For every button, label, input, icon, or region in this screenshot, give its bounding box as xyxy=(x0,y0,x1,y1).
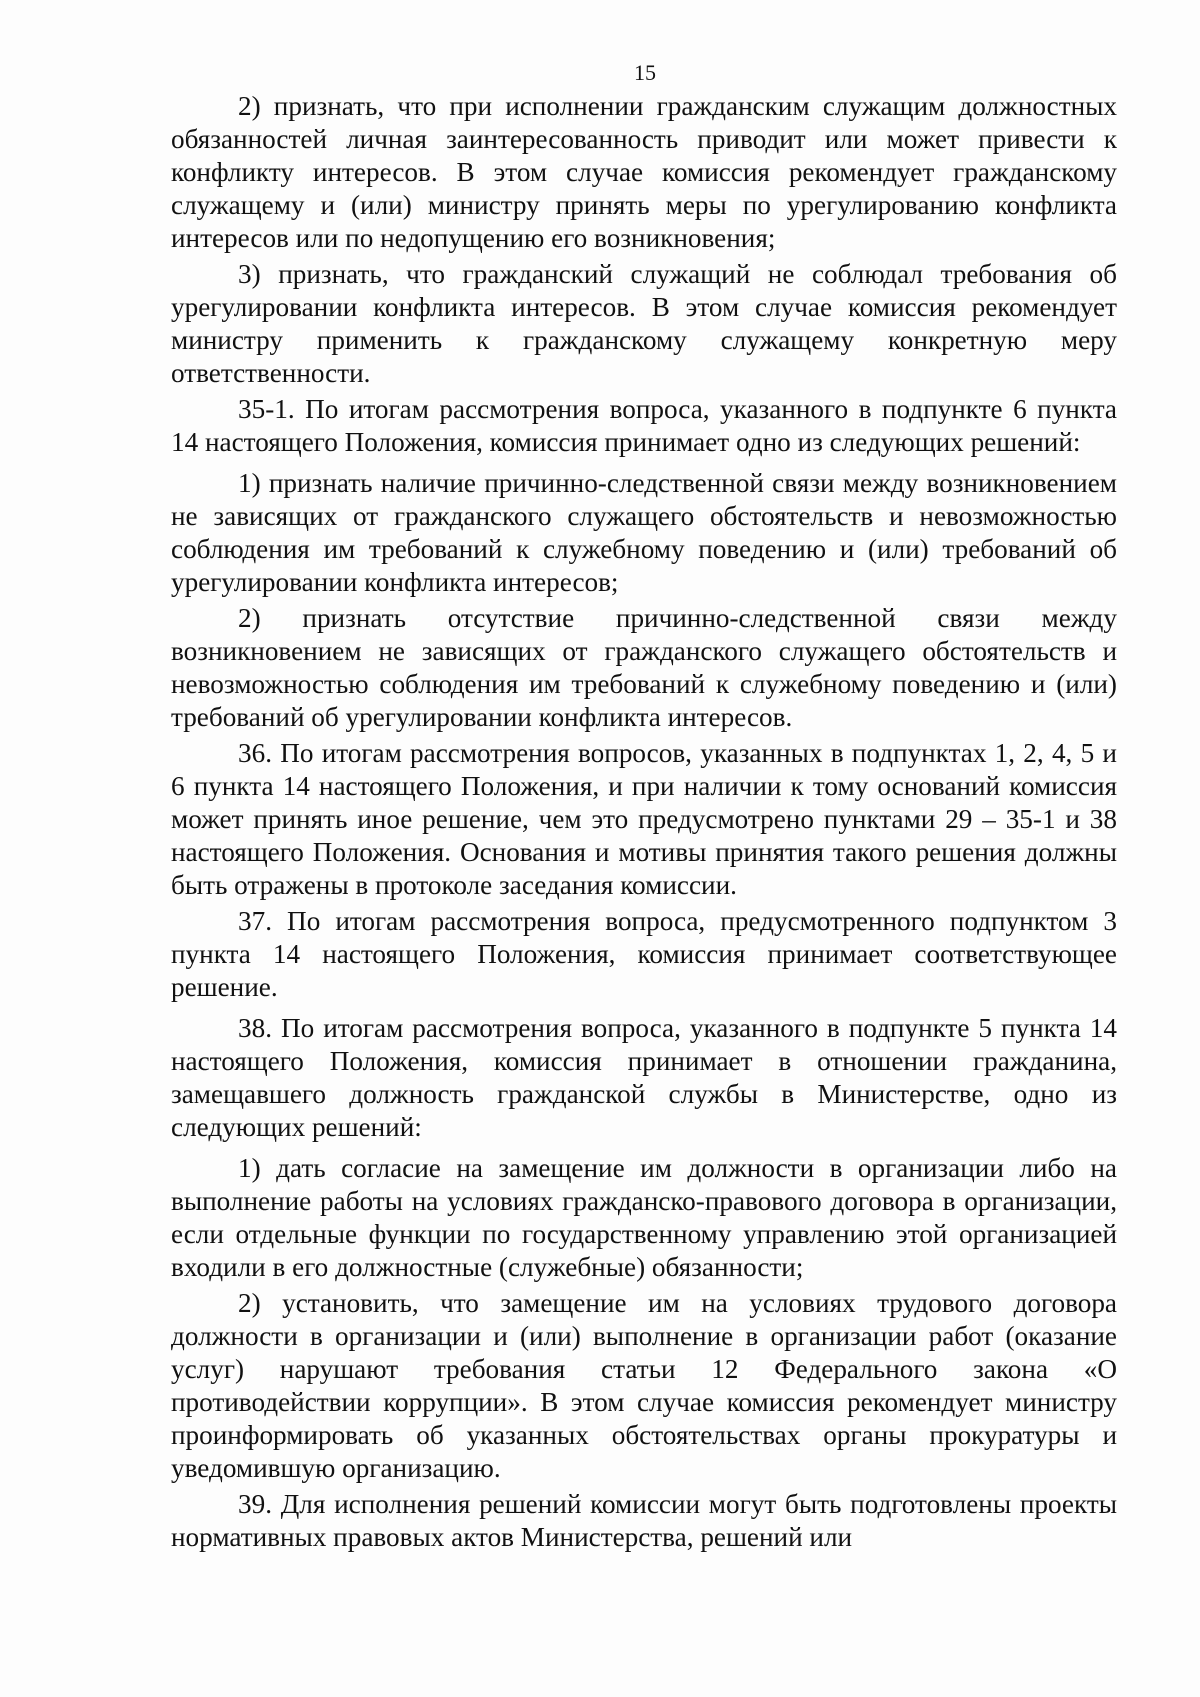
paragraph-36: 36. По итогам рассмотрения вопросов, указанных в подпунктах 1, 2, 4, 5 и 6 пункта 14 настоящего Положения, и при наличии к тому оснований комиссия может принять иное решение, чем это предусмотрено пунктами 29 – 35-1 и 38 настоящего Положения. Основания и мотивы принятия такого решения должны быть отражены в протоколе заседания комиссии. xyxy=(171,738,1117,900)
page-number: 15 xyxy=(634,60,656,85)
paragraph-38-item-1: 1) дать согласие на замещение им должности в организации либо на выполнение работы на условиях гражданско-правового договора в организации, если отдельные функции по государственному управлению этой организацией входили в его должностные (служебные) обязанности; xyxy=(171,1153,1117,1282)
paragraph-2-conflict-interest: 2) признать, что при исполнении гражданским служащим должностных обязанностей личная заинтересованность приводит или может привести к конфликту интересов. В этом случае комиссия рекомендует гражданскому служащему и (или) министру принять меры по урегулированию конфликта интересов или по недопущению его возникновения; xyxy=(171,91,1117,253)
paragraph-35-1-item-1: 1) признать наличие причинно-следственной связи между возникновением не зависящих от гражданского служащего обстоятельств и невозможностью соблюдения им требований к служебному поведению и (или) требований об урегулировании конфликта интересов; xyxy=(171,468,1117,597)
paragraph-38: 38. По итогам рассмотрения вопроса, указанного в подпункте 5 пункта 14 настоящего Положения, комиссия принимает в отношении гражданина, замещавшего должность гражданской службы в Министерстве, одно из следующих решений: xyxy=(171,1013,1117,1142)
paragraph-38-item-2: 2) установить, что замещение им на условиях трудового договора должности в организации и (или) выполнение в организации работ (оказание услуг) нарушают требования статьи 12 Федерального закона «О противодействии коррупции». В этом случае комиссия рекомендует министру проинформировать об указанных обстоятельствах органы прокуратуры и уведомившую организацию. xyxy=(171,1288,1117,1483)
paragraph-35-1-item-2: 2) признать отсутствие причинно-следственной связи между возникновением не зависящих от гражданского служащего обстоятельств и невозможностью соблюдения им требований к служебному поведению и (или) требований об урегулировании конфликта интересов. xyxy=(171,603,1117,732)
paragraph-37: 37. По итогам рассмотрения вопроса, предусмотренного подпунктом 3 пункта 14 настоящего Положения, комиссия принимает соответствующее решение. xyxy=(171,906,1117,1002)
paragraph-35-1: 35-1. По итогам рассмотрения вопроса, указанного в подпункте 6 пункта 14 настоящего Положения, комиссия принимает одно из следующих решений: xyxy=(171,394,1117,457)
paragraph-39: 39. Для исполнения решений комиссии могут быть подготовлены проекты нормативных правовых актов Министерства, решений или xyxy=(171,1489,1117,1552)
paragraph-3-non-compliance: 3) признать, что гражданский служащий не соблюдал требования об урегулировании конфликта интересов. В этом случае комиссия рекомендует министру применить к гражданскому служащему конкретную меру ответственности. xyxy=(171,259,1117,388)
document-body xyxy=(171,90,1117,1554)
